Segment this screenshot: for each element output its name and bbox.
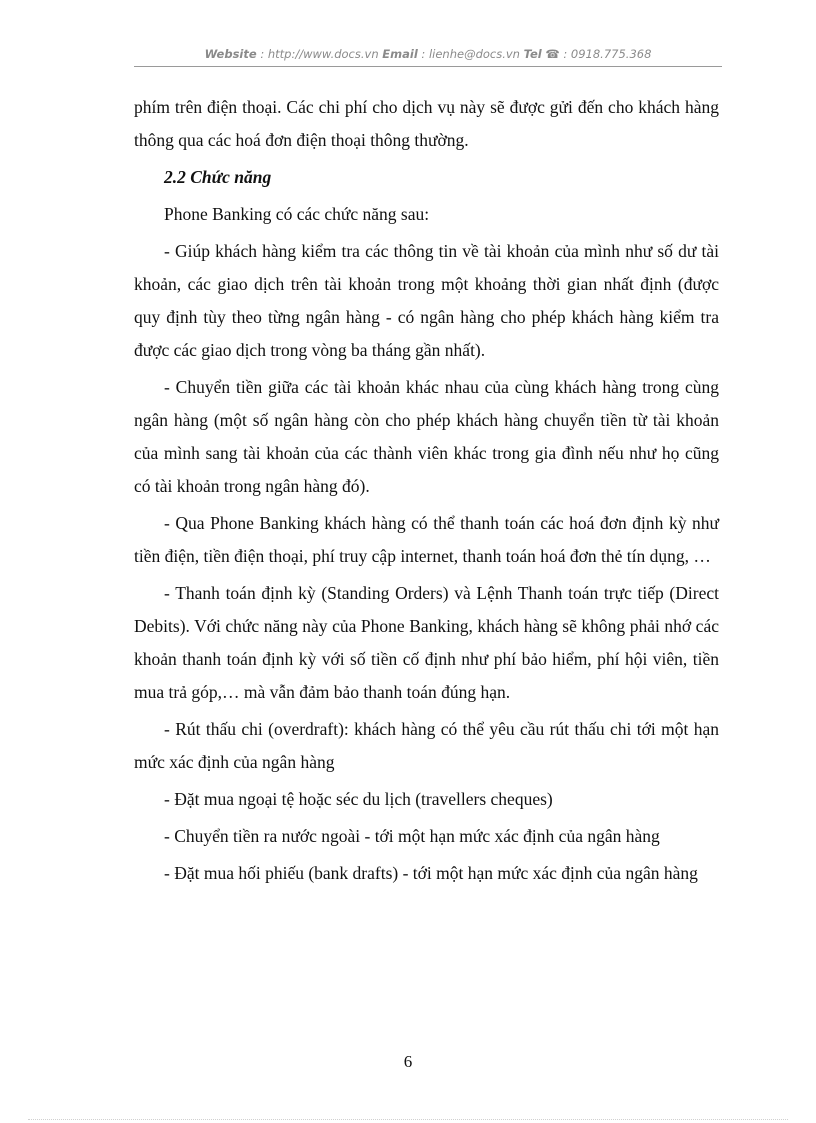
document-body: [134, 91, 719, 894]
list-item-balance: - Giúp khách hàng kiểm tra các thông tin về tài khoản của mình như số dư tài khoản, các giao dịch trên tài khoản trong một khoảng thời gian nhất định (được quy định tùy theo từng ngân hàng - có ngân hàng cho phép khách hàng kiểm tra được các giao dịch trong vòng ba tháng gần nhất).: [134, 241, 719, 360]
paragraph-continuation: phím trên điện thoại. Các chi phí cho dịch vụ này sẽ được gửi đến cho khách hàng thông qua các hoá đơn điện thoại thông thường.: [134, 97, 719, 150]
phone-icon: ☎: [545, 47, 560, 61]
header-divider: [134, 66, 722, 67]
list-item-bank-drafts: - Đặt mua hối phiếu (bank drafts) - tới một hạn mức xác định của ngân hàng: [164, 863, 698, 883]
list-item-foreign-currency: - Đặt mua ngoại tệ hoặc séc du lịch (travellers cheques): [164, 789, 553, 809]
page-header: [134, 47, 722, 61]
paragraph-intro: Phone Banking có các chức năng sau:: [164, 204, 430, 224]
website-value: : http://www.docs.vn: [260, 47, 379, 61]
list-item-bill-payment: - Qua Phone Banking khách hàng có thể thanh toán các hoá đơn định kỳ như tiền điện, tiền điện thoại, phí truy cập internet, thanh toán hoá đơn thẻ tín dụng, …: [134, 513, 719, 566]
email-label: Email: [382, 47, 418, 61]
tel-value: : 0918.775.368: [563, 47, 652, 61]
list-item-overseas-transfer: - Chuyển tiền ra nước ngoài - tới một hạn mức xác định của ngân hàng: [164, 826, 660, 846]
list-item-transfer: - Chuyển tiền giữa các tài khoản khác nhau của cùng khách hàng trong cùng ngân hàng (một số ngân hàng còn cho phép khách hàng chuyển tiền từ tài khoản của mình sang tài khoản của các thành viên khác trong gia đình nếu như họ cũng có tài khoản trong ngân hàng đó).: [134, 377, 719, 496]
list-item-standing-orders: - Thanh toán định kỳ (Standing Orders) và Lệnh Thanh toán trực tiếp (Direct Debits). Với chức năng này của Phone Banking, khách hàng sẽ không phải nhớ các khoản thanh toán định kỳ với số tiền cố định như phí bảo hiểm, phí hội viên, tiền mua trả góp,… mà vẫn đảm bảo thanh toán đúng hạn.: [134, 583, 719, 702]
section-heading: 2.2 Chức năng: [164, 167, 272, 187]
website-label: Website: [204, 47, 257, 61]
page-number: 6: [403, 1052, 413, 1071]
footer-divider: [28, 1119, 788, 1120]
email-value: : lienhe@docs.vn: [421, 47, 520, 61]
list-item-overdraft: - Rút thấu chi (overdraft): khách hàng có thể yêu cầu rút thấu chi tới một hạn mức xác định của ngân hàng: [134, 719, 719, 772]
tel-label: Tel: [523, 47, 542, 61]
